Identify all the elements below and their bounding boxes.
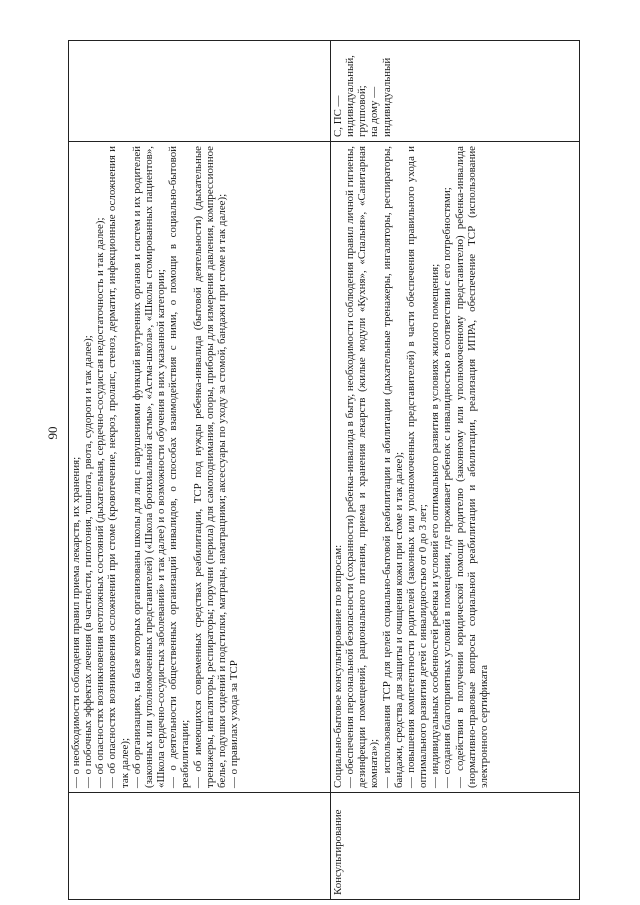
services-table [68, 40, 580, 900]
service-type-cell [69, 793, 331, 900]
content-line: — об опасностях возникновения неотложных состояний (дыхательная, сердечно-сосудистая недостаточность и так далее); [94, 217, 107, 788]
content-line: — об имеющихся современных средствах реабилитации, ТСР под нужды ребенка-инвалида (бытовой деятельности) (дыхательные тренажеры, ингаляторы, респираторы; поручни (перила) для самоподнимания, опоры, приборы для измерения давления, компрессионное белье, подушки сидений и подстилки, матрацы, наматрацники; аксессуары по уходу за стомой, бандажи при стоме и так далее); [191, 146, 228, 788]
table-row [331, 41, 580, 900]
content-line: — о правилах ухода за ТСР [228, 660, 241, 788]
content-line: Социально-бытовое консультирование по вопросам: [332, 544, 344, 788]
content-line: — содействия в получении юридической помощи родителю (законному или уполномоченному представителю) ребенка-инвалида (нормативно-правовые вопросы социальной реабилитации и абилитации, реализация ИПРА, обеспечение ТСР (использование электронного сертификата [453, 146, 490, 788]
service-content-cell [69, 142, 331, 793]
content-line: — о деятельности общественных организаций инвалидов, о способах взаимодействия с ними, о помощи в социально-бытовой реабилитации; [167, 146, 192, 788]
content-line: — обеспечения персональной безопасности (сохранности) ребенка-инвалида в быту, необходимости соблюдения правил личной гигиены, дезинфекции помещений, рационального питания, приема и хранения лекарств (жилые модули «Кухня», «Спальня», «Санитарная комната»); [344, 146, 381, 788]
service-form-cell [331, 41, 580, 142]
rotated-table-container [68, 40, 580, 900]
service-type-cell [331, 793, 580, 900]
form-line: на дому — [368, 86, 381, 137]
content-line: — повышения компетентности родителей (законных или уполномоченных представителей) в части обеспечения правильного ухода и оптимального развития детей с инвалидностью от 0 до 3 лет; [404, 146, 430, 788]
form-line: индивидуальный, [344, 55, 357, 137]
service-type-label: Консультирование [332, 809, 344, 895]
table-row [69, 41, 331, 900]
content-line: — об организациях, на базе которых организованы школы для лиц с нарушениями функций внутренних органов и систем и их родителей (законных или уполномоченных представителей) («Школа бронхиальной астмы», «Астма-школа», «Школы стомированных пациентов», «Школа сердечно-сосудистых заболеваний» и так далее) и о возможности обучения в них указанной категории; [130, 146, 168, 788]
service-content-cell [331, 142, 580, 793]
content-line: — использования ТСР для целей социально-бытовой реабилитации и абилитации (дыхательные тренажеры, ингаляторы, респираторы, бандажи, средства для защиты и очищения кожи при стоме и так далее); [380, 146, 405, 788]
form-line: С, ПС — [332, 95, 344, 137]
service-form-cell [69, 41, 331, 142]
content-line: — о побочных эффектах лечения (в частности, гипотония, тошнота, рвота, судороги и так далее); [82, 335, 95, 788]
content-line: — создания благоприятных условий в помещении, где проживает ребенок с инвалидностью в соответствии с его потребностями; [441, 187, 454, 788]
page-number: 90 [45, 426, 60, 440]
content-line: — об опасностях возникновения осложнений при стоме (кровотечение, некроз, пролапс, стеноз, дерматит, инфекционные осложнения и так далее); [106, 146, 131, 788]
form-line: групповой; [356, 85, 369, 137]
content-line: — индивидуальных особенностей ребенка и условий его оптимального развития в условиях жилого помещения; [429, 263, 442, 788]
form-line: индивидуальный [380, 57, 393, 137]
content-line: — о необходимости соблюдения правил приема лекарств, их хранения; [70, 456, 82, 788]
